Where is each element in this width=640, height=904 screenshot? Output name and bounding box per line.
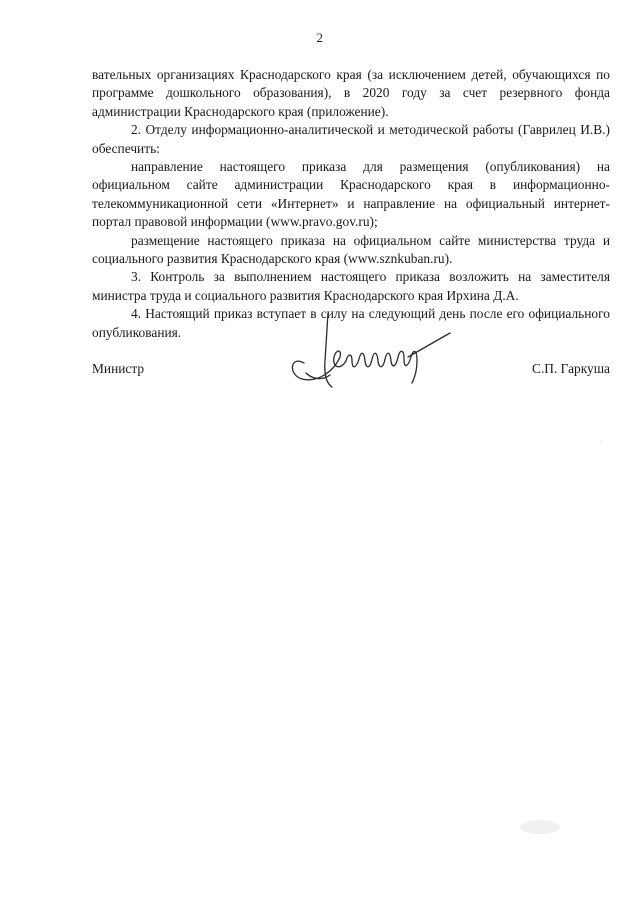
document-body [92,66,610,342]
signatory-name: С.П. Гаркуша [532,361,610,376]
paragraph-item-3: 3. Контроль за выполнением настоящего приказа возложить на заместителя министра труда и социального развития Краснодарского края Ирхина Д.А. [92,269,610,303]
page-number: 2 [316,30,324,45]
scan-artifact [600,440,603,443]
paragraph-item-2-website: размещение настоящего приказа на официальном сайте министерства труда и социального развития Краснодарского края (www.sznkuban.ru). [92,232,610,267]
handwritten-signature-icon [282,309,452,399]
paragraph-item-4: 4. Настоящий приказ вступает в силу на следующий день после его официального опубликования. [92,306,610,340]
signatory-position: Министр [92,361,145,376]
signature-block [92,345,610,395]
paragraph-continuation: вательных организациях Краснодарского края (за исключением детей, обучающихся по программе дошкольного образования), в 2020 году за счет резервного фонда администрации Краснодарского края (приложение). [92,67,610,119]
scan-artifact [520,820,560,834]
paragraph-item-2-publication: направление настоящего приказа для размещения (опубликования) на официальном сайте администрации Краснодарского края в информационно-телекоммуникационной сети «Интернет» и направление на официальный интернет-портал правовой информации (www.pravo.gov.ru); [92,159,610,230]
paragraph-item-2: 2. Отделу информационно-аналитической и методической работы (Гаврилец И.В.) обеспечить: [92,122,610,156]
